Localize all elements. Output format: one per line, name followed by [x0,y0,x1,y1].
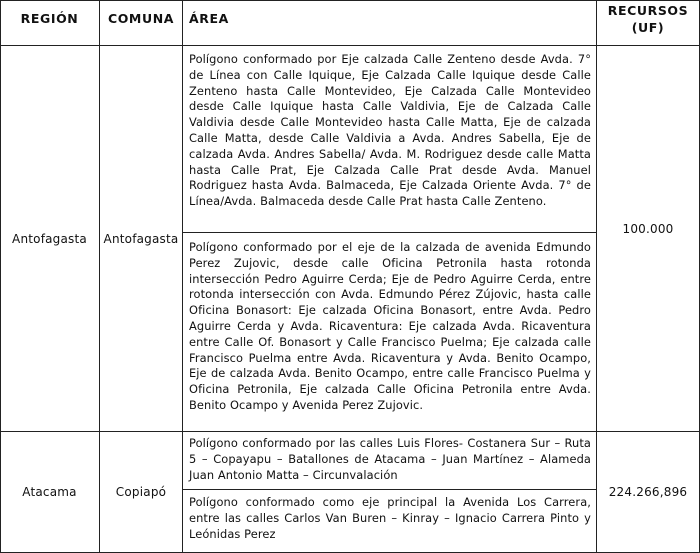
grid-line [182,0,183,553]
header-area: ÁREA [189,10,229,26]
header-region: REGIÓN [20,10,79,26]
comuna-cell: Copiapó [115,485,167,499]
grid-line [182,232,597,233]
area-description: Polígono conformado por el eje de la calzada de avenida Edmundo Perez Zujovic, desde calle Oficina Petronila hasta rotonda intersección Pedro Aguirre Cerda; Eje de Pedro Aguirre Cerda, entre rotonda intersección con Avda. Edmundo Pérez Zújovic, hasta calle Oficina Bonasort: Eje calzada Oficina Bonasort, entre Avda. Pedro Aguirre Cerda y Avda. Ricaventura: Eje calzada Avda. Ricaventura entre Calle Of. Bonasort y Calle Francisco Puelma; Eje calzada calle Francisco Puelma entre Avda. Ricaventura y Avda. Benito Ocampo, Eje de calzada Avda. Benito Ocampo, entre calle Francisco Puelma y Oficina Petronila, Eje calzada Calle Oficina Petronila entre Avda. Benito Ocampo y Avenida Perez Zujovic. [189,240,591,412]
recursos-value: 224.266,896 [608,485,688,499]
region-cell: Atacama [22,485,77,499]
header-recursos: RECURSOS [607,2,689,18]
area-description: Polígono conformado por las calles Luis Flores- Costanera Sur – Ruta 5 – Copayapu – Batallones de Atacama – Juan Martínez – Alameda Juan Antonio Matta – Circunvalación [189,436,591,482]
area-description: Polígono conformado por Eje calzada Calle Zenteno desde Avda. 7° de Línea con Calle Iquique, Eje Calzada Calle Iquique desde Calle Zenteno hasta Calle Montevideo, Eje Calzada Calle Montevideo desde Calle Iquique hasta Calle Valdivia, Eje de Calzada Calle Valdivia desde Calle Montevideo hasta Calle Matta, Eje de calzada Calle Matta, desde Calle Valdivia a Avda. Andres Sabella, Eje de calzada Avda. Andres Sabella/ Avda. M. Rodriguez desde calle Matta hasta Calle Prat, Eje Calzada Calle Prat desde Avda. Manuel Rodriguez hasta Avda. Balmaceda, Eje Calzada Oriente Avda. 7° de Línea/Avda. Balmaceda desde Calle Prat hasta Calle Zenteno. [189,52,591,209]
grid-line [182,489,597,490]
region-cell: Antofagasta [12,231,87,246]
header-recursos-unit: (UF) [631,19,665,35]
area-description: Polígono conformado como eje principal la Avenida Los Carrera, entre las calles Carlos Van Buren – Kinray – Ignacio Carrera Pinto y Leónidas Perez [189,495,591,541]
header-comuna: COMUNA [107,10,175,26]
comuna-cell: Antofagasta [103,231,179,246]
recursos-value: 100.000 [622,222,674,236]
